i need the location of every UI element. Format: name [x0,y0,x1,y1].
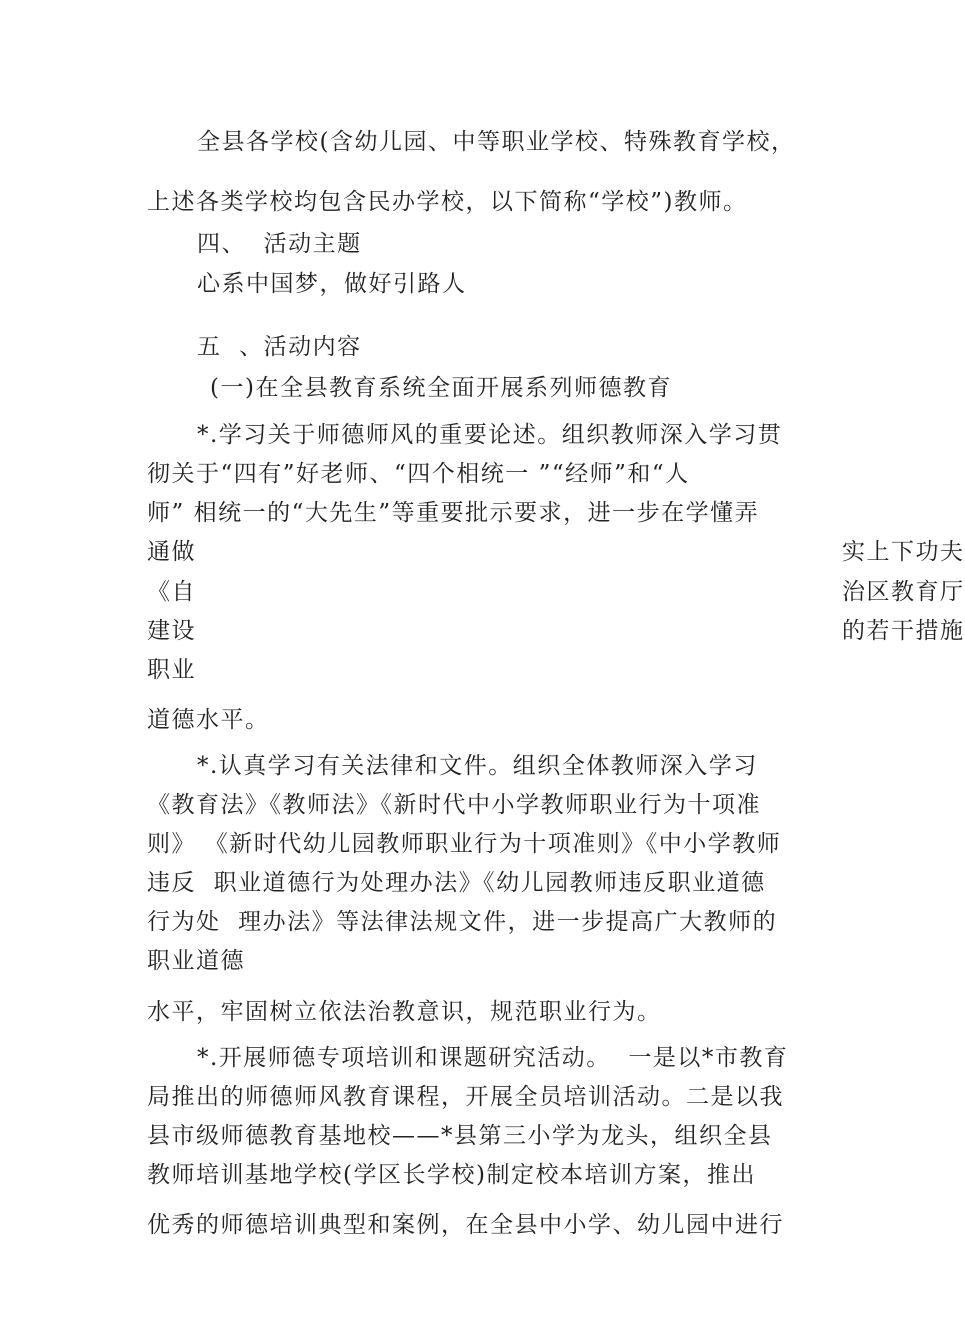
item2-line: 违反 职业道德行为处理办法》《幼儿园教师违反职业道德 [147,870,766,896]
scope-line-1: 全县各学校(含幼儿园、中等职业学校、特殊教育学校， [197,129,796,155]
item2-end: 水平，牢固树立依法治教意识，规范职业行为。 [147,999,662,1025]
subsection-1-heading: (一)在全县教育系统全面开展系列师德教育 [210,375,672,401]
item1-line-2: 彻关于“四有”好老师、“四个相统一 ”“经师”和“人 [147,461,690,487]
theme-text: 心系中国梦，做好引路人 [197,271,467,297]
item1-right-fragment: 治区教育厅 [842,579,965,605]
section-4-heading: 四、 活动主题 [197,231,362,257]
item1-left-fragment: 职业 [147,657,196,683]
item3-line: 优秀的师德培训典型和案例，在全县中小学、幼儿园中进行 [147,1212,784,1238]
item1-left-fragment: 建设 [147,618,196,644]
scope-line-2: 上述各类学校均包含民办学校，以下简称“学校”)教师。 [147,189,748,215]
item1-right-fragment: 实上下功夫 [842,539,965,565]
section-5-heading: 五 、活动内容 [197,334,362,360]
item1-left-fragment: 《自 [147,579,196,605]
item2-line: 行为处 理办法》等法律法规文件，进一步提高广大教师的 [147,909,778,935]
item3-line: *.开展师德专项培训和课题研究活动。 一是以*市教育 [197,1045,789,1071]
item1-line-1: *.学习关于师德师风的重要论述。组织教师深入学习贯 [197,422,783,448]
item2-line: 《教育法》《教师法》《新时代中小学教师职业行为十项准 [147,792,761,818]
item3-line: 县市级师德教育基地校——*县第三小学为龙头，组织全县 [147,1123,773,1149]
item1-right-fragment: 的若干措施 [842,618,965,644]
item2-line: 职业道德 [147,948,245,974]
item1-line-3: 师” 相统一的“大先生”等重要批示要求，进一步在学懂弄 [147,500,760,526]
item3-line: 局推出的师德师风教育课程，开展全员培训活动。二是以我 [147,1084,784,1110]
item3-line: 教师培训基地学校(学区长学校)制定校本培训方案，推出 [147,1162,756,1188]
item1-end: 道德水平。 [147,707,270,733]
item1-left-fragment: 通做 [147,539,196,565]
item2-line: 则》 《新时代幼儿园教师职业行为十项准则》《中小学教师 [147,831,782,857]
item2-line: *.认真学习有关法律和文件。组织全体教师深入学习 [197,753,758,779]
